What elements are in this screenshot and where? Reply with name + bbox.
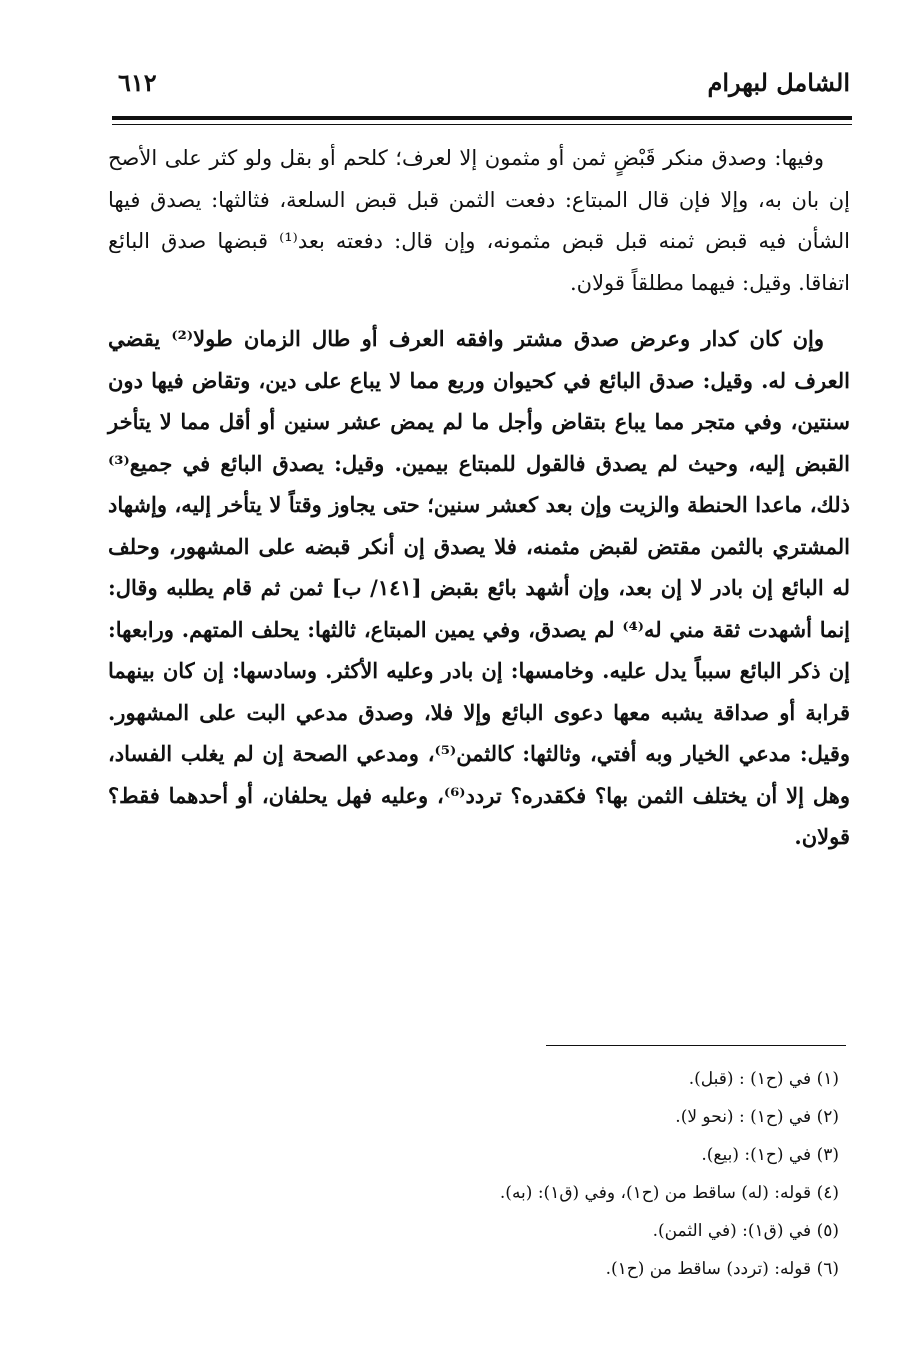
- main-text: [108, 138, 850, 872]
- footnote-separator: [546, 1045, 846, 1046]
- running-header: [118, 68, 850, 108]
- paragraph-1: وفيها: وصدق منكر قَبْضٍ ثمن أو مثمون إلا لعرف؛ كلحم أو بقل ولو كثر على الأصح إن بان به، وإلا فإن قال المبتاع: دفعت الثمن قبل قبض السلعة، فثالثها: يصدق فيها الشأن فيه قبض ثمنه قبل قبض مثمونه، وإن قال: دفعته بعد⁽¹⁾ قبضها صدق البائع اتفاقا. وقيل: فيهما مطلقاً قولان.: [108, 146, 850, 295]
- header-rule: [112, 116, 852, 120]
- header-rule-thin: [112, 124, 852, 125]
- footnote-5: (٥) في (ق١): (في الثمن).: [652, 1221, 839, 1241]
- book-title: الشامل لبهرام: [707, 68, 850, 97]
- footnote-4: (٤) قوله: (له) ساقط من (ح١)، وفي (ق١): (به).: [499, 1183, 839, 1203]
- footnote-2: (٢) في (ح١) : (نحو لا).: [675, 1107, 839, 1127]
- footnote-6: (٦) قوله: (تردد) ساقط من (ح١).: [605, 1259, 839, 1279]
- paragraph-2: وإن كان كدار وعرض صدق مشتر وافقه العرف أو طال الزمان طولا⁽²⁾ يقضي العرف له. وقيل: صدق البائع في كحيوان وربع مما لا يباع على دين، وتقاض فيها دون سنتين، وفي متجر مما يباع بتقاض وأجل ما لم يمض عشر سنين أو أقل مما لا يتأخر القبض إليه، وحيث لم يصدق فالقول للمبتاع بيمين. وقيل: يصدق البائع في جميع⁽³⁾ ذلك، ماعدا الحنطة والزيت وإن بعد كعشر سنين؛ حتى يجاوز وقتاً لا يتأخر إليه، وإشهاد المشتري بالثمن مقتض لقبض مثمنه، فلا يصدق إن أنكر قبضه على المشهور، وحلف له البائع إن بادر لا إن بعد، وإن أشهد بائع بقبض [١٤١/ ب] ثمن ثم قام يطلبه وقال: إنما أشهدت ثقة مني له⁽⁴⁾ لم يصدق، وفي يمين المبتاع، ثالثها: يحلف المتهم. ورابعها: إن ذكر البائع سبباً يدل عليه. وخامسها: إن بادر وعليه الأكثر. وسادسها: إن كان بينهما قرابة أو صداقة يشبه معها دعوى البائع وإلا فلا، وصدق مدعي البت على المشهور. وقيل: مدعي الخيار وبه أفتي، وثالثها: كالثمن⁽⁵⁾، ومدعي الصحة إن لم يغلب الفساد، وهل إلا أن يختلف الثمن بها؟ فكقدره؟ تردد⁽⁶⁾، وعليه فهل يحلفان، أو أحدهما فقط؟ قولان.: [108, 326, 851, 849]
- footnote-3: (٣) في (ح١): (بيع).: [701, 1145, 839, 1165]
- footnote-1: (١) في (ح١) : (قبل).: [688, 1069, 839, 1089]
- footnotes: [479, 1060, 839, 1288]
- page-number: ٦١٢: [118, 68, 157, 97]
